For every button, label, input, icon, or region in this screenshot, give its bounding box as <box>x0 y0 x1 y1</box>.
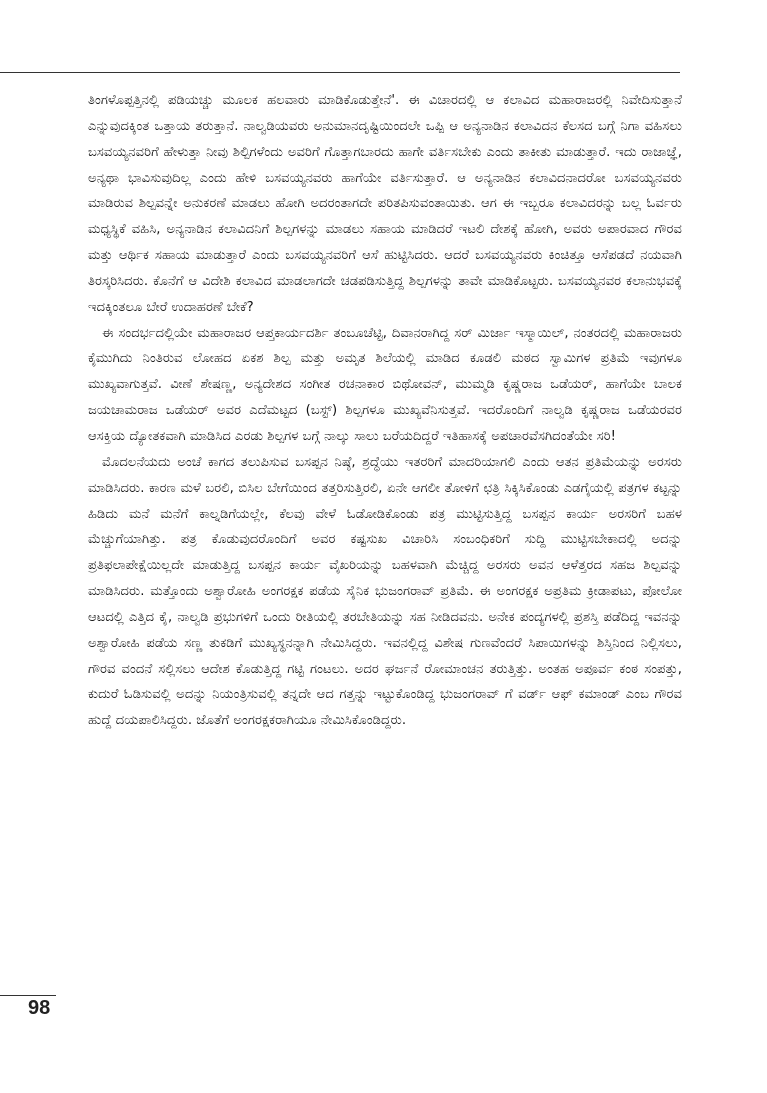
paragraph-2: ಈ ಸಂದರ್ಭದಲ್ಲಿಯೇ ಮಹಾರಾಜರ ಆಪ್ತಕಾರ್ಯದರ್ಶಿ ತಂಬೂಚೆಟ್ಟಿ, ದಿವಾನರಾಗಿದ್ದ ಸರ್ ಮಿರ್ಜಾ ಇಸ್ಮಾಯಿಲ್, ನಂತರದಲ್ಲಿ ಮಹಾರಾಜರು ಕೈಮುಗಿದು ನಿಂತಿರುವ ಲೋಹದ ಏಕಶ ಶಿಲ್ಪ ಮತ್ತು ಅಮೃತ ಶಿಲೆಯಲ್ಲಿ ಮಾಡಿದ ಕೂಡಲಿ ಮಠದ ಸ್ವಾಮಿಗಳ ಪ್ರತಿಮೆ ಇವುಗಳೂ ಮುಖ್ಯವಾಗುತ್ತವೆ. ವೀಣೆ ಶೇಷಣ್ಣ, ಅನ್ಯದೇಶದ ಸಂಗೀತ ರಚನಾಕಾರ ಬಿಥೋವನ್, ಮುಮ್ಮಡಿ ಕೃಷ್ಣರಾಜ ಒಡೆಯರ್, ಹಾಗೆಯೇ ಬಾಲಕ ಜಯಚಾಮರಾಜ ಒಡೆಯರ್ ಅವರ ಎದೆಮಟ್ಟದ (ಬಸ್ಟ್) ಶಿಲ್ಪಗಳೂ ಮುಖ್ಯವೆನಿಸುತ್ತವೆ. ಇದರೊಂದಿಗೆ ನಾಲ್ವಡಿ ಕೃಷ್ಣರಾಜ ಒಡೆಯರವರ ಆಸಕ್ತಿಯ ದ್ಯೋತಕವಾಗಿ ಮಾಡಿಸಿದ ಎರಡು ಶಿಲ್ಪಗಳ ಬಗ್ಗೆ ನಾಲ್ಕು ಸಾಲು ಬರೆಯದಿದ್ದರೆ ಇತಿಹಾಸಕ್ಕೆ ಅಪಚಾರವೆಸಗಿದಂತೆಯೇ ಸರಿ! <box>88 325 682 444</box>
body-text <box>88 88 682 734</box>
header-rule <box>0 72 680 73</box>
page-number: 98 <box>28 997 51 1019</box>
paragraph-3: ಮೊದಲನೆಯದು ಅಂಚೆ ಕಾಗದ ತಲುಪಿಸುವ ಬಸಪ್ಪನ ನಿಷ್ಠೆ, ಶ್ರದ್ಧೆಯು ಇತರರಿಗೆ ಮಾದರಿಯಾಗಲಿ ಎಂದು ಆತನ ಪ್ರತಿಮೆಯನ್ನು ಅರಸರು ಮಾಡಿಸಿದರು. ಕಾರಣ ಮಳೆ ಬರಲಿ, ಬಿಸಿಲ ಬೇಗೆಯಿಂದ ತತ್ತರಿಸುತ್ತಿರಲಿ, ಏನೇ ಆಗಲೀ ತೋಳಿಗೆ ಛತ್ರಿ ಸಿಕ್ಕಿಸಿಕೊಂಡು ಎಡಗೈಯಲ್ಲಿ ಪತ್ರಗಳ ಕಟ್ಟನ್ನು ಹಿಡಿದು ಮನೆ ಮನೆಗೆ ಕಾಲ್ನಡಿಗೆಯಲ್ಲೇ, ಕೆಲವು ವೇಳೆ ಓಡೋಡಿಕೊಂಡು ಪತ್ರ ಮುಟ್ಟಿಸುತ್ತಿದ್ದ ಬಸಪ್ಪನ ಕಾರ್ಯ ಅರಸರಿಗೆ ಬಹಳ ಮೆಚ್ಚುಗೆಯಾಗಿತ್ತು. ಪತ್ರ ಕೊಡುವುದರೊಂದಿಗೆ ಅವರ ಕಷ್ಟಸುಖ ವಿಚಾರಿಸಿ ಸಂಬಂಧಿಕರಿಗೆ ಸುದ್ದಿ ಮುಟ್ಟಿಸಬೇಕಾದಲ್ಲಿ ಅದನ್ನು ಪ್ರತಿಫಲಾಪೇಕ್ಷೆಯಿಲ್ಲದೇ ಮಾಡುತ್ತಿದ್ದ ಬಸಪ್ಪನ ಕಾರ್ಯ ವೈಖರಿಯನ್ನು ಬಹಳವಾಗಿ ಮೆಚ್ಚಿದ್ದ ಅರಸರು ಅವನ ಆಳೆತ್ತರದ ಸಹಜ ಶಿಲ್ಪವನ್ನು ಮಾಡಿಸಿದರು. ಮತ್ತೊಂದು ಅಶ್ವಾರೋಹಿ ಅಂಗರಕ್ಷಕ ಪಡೆಯ ಸೈನಿಕ ಭುಜಂಗರಾವ್ ಪ್ರತಿಮೆ. ಈ ಅಂಗರಕ್ಷಕ ಅಪ್ರತಿಮ ಕ್ರೀಡಾಪಟು, ಪೋಲೋ ಆಟದಲ್ಲಿ ಎತ್ತಿದ ಕೈ, ನಾಲ್ವಡಿ ಪ್ರಭುಗಳಿಗೆ ಒಂದು ರೀತಿಯಲ್ಲಿ ತರಬೇತಿಯನ್ನು ಸಹ ನೀಡಿದವನು. ಅನೇಕ ಪಂದ್ಯಗಳಲ್ಲಿ ಪ್ರಶಸ್ತಿ ಪಡೆದಿದ್ದ ಇವನನ್ನು ಅಶ್ವಾರೋಹಿ ಪಡೆಯ ಸಣ್ಣ ತುಕಡಿಗೆ ಮುಖ್ಯಸ್ಥನನ್ನಾಗಿ ನೇಮಿಸಿದ್ದರು. ಇವನಲ್ಲಿದ್ದ ವಿಶೇಷ ಗುಣವೆಂದರೆ ಸಿಪಾಯಿಗಳನ್ನು ಶಿಸ್ತಿನಿಂದ ನಿಲ್ಲಿಸಲು, ಗೌರವ ವಂದನೆ ಸಲ್ಲಿಸಲು ಆದೇಶ ಕೊಡುತ್ತಿದ್ದ ಗಟ್ಟಿ ಗಂಟಲು. ಅದರ ಘರ್ಜನೆ ರೋಮಾಂಚನ ತರುತ್ತಿತ್ತು. ಅಂತಹ ಅಪೂರ್ವ ಕಂಠ ಸಂಪತ್ತು, ಕುದುರೆ ಓಡಿಸುವಲ್ಲಿ ಅದನ್ನು ನಿಯಂತ್ರಿಸುವಲ್ಲಿ ತನ್ನದೇ ಆದ ಗತ್ತನ್ನು ಇಟ್ಟುಕೊಂಡಿದ್ದ ಭುಜಂಗರಾವ್ ಗೆ ವರ್ಡ್ ಆಫ್ ಕಮಾಂಡ್ ಎಂಬ ಗೌರವ ಹುದ್ದೆ ದಯಪಾಲಿಸಿದ್ದರು. ಜೊತೆಗೆ ಅಂಗರಕ್ಷಕರಾಗಿಯೂ ನೇಮಿಸಿಕೊಂಡಿದ್ದರು. <box>88 454 682 729</box>
paragraph-1: ತಿಂಗಳೊಪ್ಪತ್ತಿನಲ್ಲಿ ಪಡಿಯಚ್ಚು ಮೂಲಕ ಹಲವಾರು ಮಾಡಿಕೊಡುತ್ತೇನೆ'. ಈ ವಿಚಾರದಲ್ಲಿ ಆ ಕಲಾವಿದ ಮಹಾರಾಜರಲ್ಲಿ ನಿವೇದಿಸುತ್ತಾನೆ ಎನ್ನುವುದಕ್ಕಿಂತ ಒತ್ತಾಯ ತರುತ್ತಾನೆ. ನಾಲ್ವಡಿಯವರು ಅನುಮಾನದೃಷ್ಟಿಯಿಂದಲೇ ಒಪ್ಪಿ ಆ ಅನ್ಯನಾಡಿನ ಕಲಾವಿದನ ಕೆಲಸದ ಬಗ್ಗೆ ನಿಗಾ ವಹಿಸಲು ಬಸವಯ್ಯನವರಿಗೆ ಹೇಳುತ್ತಾ ನೀವು ಶಿಲ್ಪಿಗಳೆಂದು ಅವರಿಗೆ ಗೊತ್ತಾಗಬಾರದು ಹಾಗೇ ವರ್ತಿಸಬೇಕು ಎಂದು ತಾಕೀತು ಮಾಡುತ್ತಾರೆ. ಇದು ರಾಜಾಜ್ಞೆ, ಅನ್ಯಥಾ ಭಾವಿಸುವುದಿಲ್ಲ ಎಂದು ಹೇಳಿ ಬಸವಯ್ಯನವರು ಹಾಗೆಯೇ ವರ್ತಿಸುತ್ತಾರೆ. ಆ ಅನ್ಯನಾಡಿನ ಕಲಾವಿದನಾದರೋ ಬಸವಯ್ಯನವರು ಮಾಡಿರುವ ಶಿಲ್ಪವನ್ನೇ ಅನುಕರಣೆ ಮಾಡಲು ಹೋಗಿ ಅದರಂತಾಗದೇ ಪರಿತಪಿಸುವಂತಾಯಿತು. ಆಗ ಈ ಇಬ್ಬರೂ ಕಲಾವಿದರನ್ನು ಬಲ್ಲ ಓರ್ವರು ಮಧ್ಯಸ್ಥಿಕೆ ವಹಿಸಿ, ಅನ್ಯನಾಡಿನ ಕಲಾವಿದನಿಗೆ ಶಿಲ್ಪಗಳನ್ನು ಮಾಡಲು ಸಹಾಯ ಮಾಡಿದರೆ ಇಟಲಿ ದೇಶಕ್ಕೆ ಹೋಗಿ, ಅವರು ಅಪಾರವಾದ ಗೌರವ ಮತ್ತು ಆರ್ಥಿಕ ಸಹಾಯ ಮಾಡುತ್ತಾರೆ ಎಂದು ಬಸವಯ್ಯನವರಿಗೆ ಆಸೆ ಹುಟ್ಟಿಸಿದರು. ಆದರೆ ಬಸವಯ್ಯನವರು ಕಿಂಚಿತ್ತೂ ಆಸೆಪಡದೆ ನಯವಾಗಿ ತಿರಸ್ಕರಿಸಿದರು. ಕೊನೆಗೆ ಆ ವಿದೇಶಿ ಕಲಾವಿದ ಮಾಡಲಾಗದೇ ಚಡಪಡಿಸುತ್ತಿದ್ದ ಶಿಲ್ಪಗಳನ್ನು ತಾವೇ ಮಾಡಿಕೊಟ್ಟರು. ಬಸವಯ್ಯನವರ ಕಲಾನುಭವಕ್ಕೆ ಇದಕ್ಕಿಂತಲೂ ಬೇರೆ ಉದಾಹರಣೆ ಬೇಕೆ? <box>88 93 682 315</box>
footer-rule <box>0 995 56 996</box>
